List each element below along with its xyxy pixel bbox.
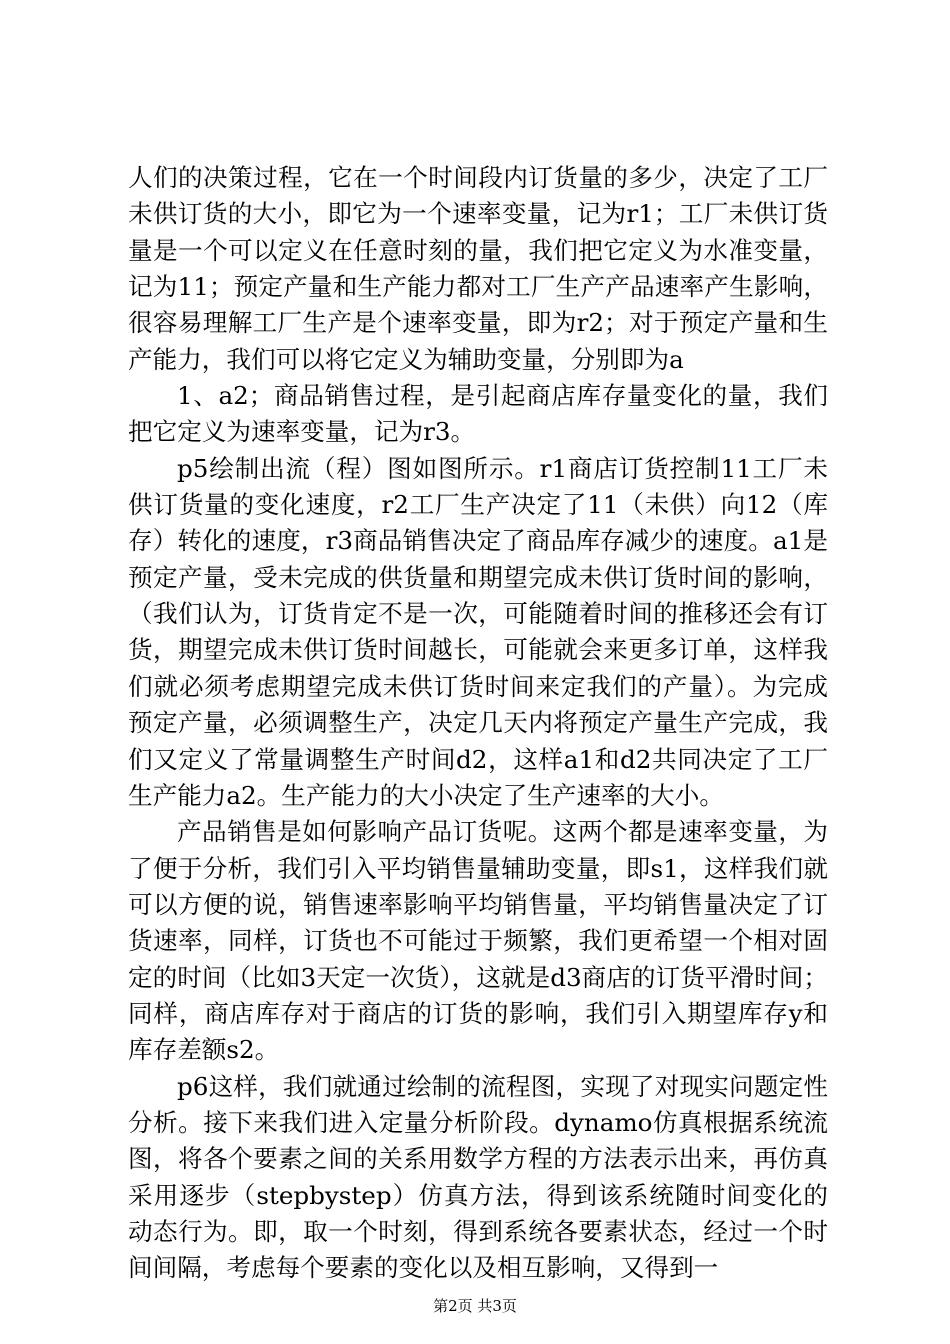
body-text xyxy=(128,160,828,1287)
paragraph-3: p5绘制出流（程）图如图所示。r1商店订货控制11工厂未供订货量的变化速度，r2工厂生产决定了11（未供）向12（库存）转化的速度，r3商品销售决定了商品库存减少的速度。a1是预定产量，受未完成的供货量和期望完成未供订货时间的影响，（我们认为，订货肯定不是一次，可能随着时间的推移还会有订货，期望完成未供订货时间越长，可能就会来更多订单，这样我们就必须考虑期望完成未供订货时间来定我们的产量）。为完成预定产量，必须调整生产，决定几天内将预定产量生产完成，我们又定义了常量调整生产时间d2，这样a1和d2共同决定了工厂生产能力a2。生产能力的大小决定了生产速率的大小。 xyxy=(128,453,828,810)
paragraph-1: 人们的决策过程，它在一个时间段内订货量的多少，决定了工厂未供订货的大小，即它为一个速率变量，记为r1；工厂未供订货量是一个可以定义在任意时刻的量，我们把它定义为水准变量，记为11；预定产量和生产能力都对工厂生产产品速率产生影响，很容易理解工厂生产是个速率变量，即为r2；对于预定产量和生产能力，我们可以将它定义为辅助变量，分别即为a xyxy=(128,163,828,374)
page-footer: 第2页 共3页 xyxy=(433,1297,517,1315)
paragraph-4: 产品销售是如何影响产品订货呢。这两个都是速率变量，为了便于分析，我们引入平均销售量辅助变量，即s1，这样我们就可以方便的说，销售速率影响平均销售量，平均销售量决定了订货速率，同样，订货也不可能过于频繁，我们更希望一个相对固定的时间（比如3天定一次货），这就是d3商店的订货平滑时间；同样，商店库存对于商店的订货的影响，我们引入期望库存y和库存差额s2。 xyxy=(128,817,828,1065)
paragraph-5: p6这样，我们就通过绘制的流程图，实现了对现实问题定性分析。接下来我们进入定量分析阶段。dynamo仿真根据系统流图，将各个要素之间的关系用数学方程的方法表示出来，再仿真采用逐步（stepbystep）仿真方法，得到该系统随时间变化的动态行为。即，取一个时刻，得到系统各要素状态，经过一个时间间隔，考虑每个要素的变化以及相互影响，又得到一 xyxy=(128,1071,828,1283)
paragraph-2: 1、a2；商品销售过程，是引起商店库存量变化的量，我们把它定义为速率变量，记为r3。 xyxy=(128,381,828,447)
